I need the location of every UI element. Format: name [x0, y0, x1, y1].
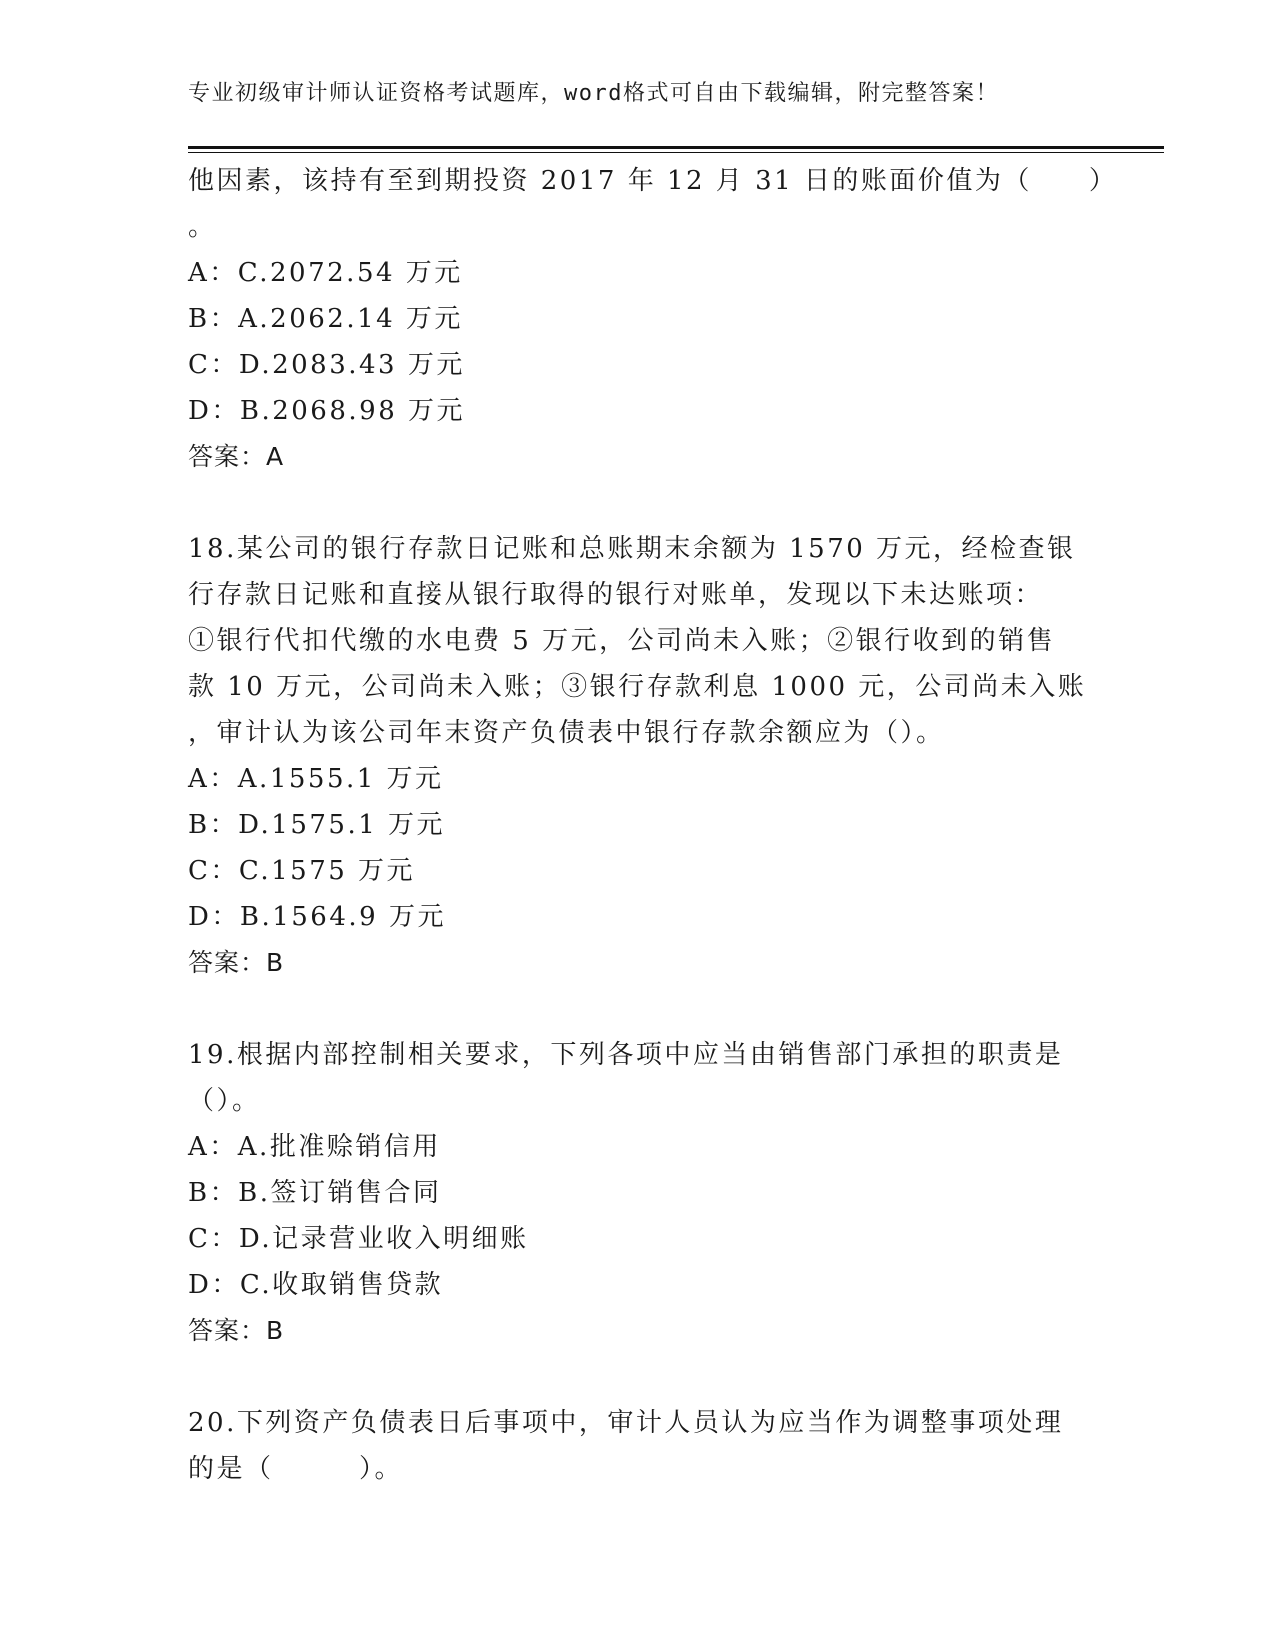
answer: 答案：B: [188, 1316, 285, 1345]
option-b: B：D.1575.1 万元: [188, 810, 446, 840]
spacer: [188, 480, 1088, 526]
question-stem-line: （）。: [188, 1086, 261, 1116]
option-a: A：A.1555.1 万元: [188, 764, 444, 794]
question-stem-line: 。: [188, 212, 217, 242]
option-b: B：A.2062.14 万元: [188, 304, 463, 334]
option-a: A：A.批准赊销信用: [188, 1132, 441, 1162]
question-18: [188, 526, 1088, 986]
option-d: D：B.2068.98 万元: [188, 396, 465, 426]
question-stem-line: 19.根据内部控制相关要求，下列各项中应当由销售部门承担的职责是: [188, 1040, 1064, 1070]
answer: 答案：A: [188, 442, 285, 471]
header-divider-thin: [188, 152, 1164, 153]
option-a: A：C.2072.54 万元: [188, 258, 463, 288]
option-c: C：C.1575 万元: [188, 856, 416, 886]
question-stem-line: 行存款日记账和直接从银行取得的银行对账单，发现以下未达账项：: [188, 580, 1044, 610]
spacer: [188, 986, 1088, 1032]
question-stem-line: ①银行代扣代缴的水电费 5 万元，公司尚未入账；②银行收到的销售: [188, 626, 1056, 656]
header-divider: [188, 146, 1164, 149]
spacer: [188, 1354, 1088, 1400]
question-stem-line: 18.某公司的银行存款日记账和总账期末余额为 1570 万元，经检查银: [188, 534, 1076, 564]
question-17: [188, 158, 1118, 480]
question-stem-line: 的是（ ）。: [188, 1454, 404, 1484]
question-19: [188, 1032, 1088, 1354]
question-20: [188, 1400, 1088, 1492]
answer: 答案：B: [188, 948, 285, 977]
option-d: D：C.收取销售贷款: [188, 1270, 444, 1300]
question-stem-line: 20.下列资产负债表日后事项中，审计人员认为应当作为调整事项处理: [188, 1408, 1064, 1438]
question-list: [188, 158, 1118, 1492]
question-stem-line: 他因素，该持有至到期投资 2017 年 12 月 31 日的账面价值为（ ）: [188, 166, 1118, 196]
option-d: D：B.1564.9 万元: [188, 902, 446, 932]
page-header: 专业初级审计师认证资格考试题库，word格式可自由下载编辑，附完整答案！: [188, 81, 999, 106]
option-c: C：D.2083.43 万元: [188, 350, 465, 380]
question-stem-line: ，审计认为该公司年末资产负债表中银行存款余额应为（）。: [188, 718, 945, 748]
option-b: B：B.签订销售合同: [188, 1178, 442, 1208]
question-stem-line: 款 10 万元，公司尚未入账；③银行存款利息 1000 元，公司尚未入账: [188, 672, 1087, 702]
option-c: C：D.记录营业收入明细账: [188, 1224, 529, 1254]
